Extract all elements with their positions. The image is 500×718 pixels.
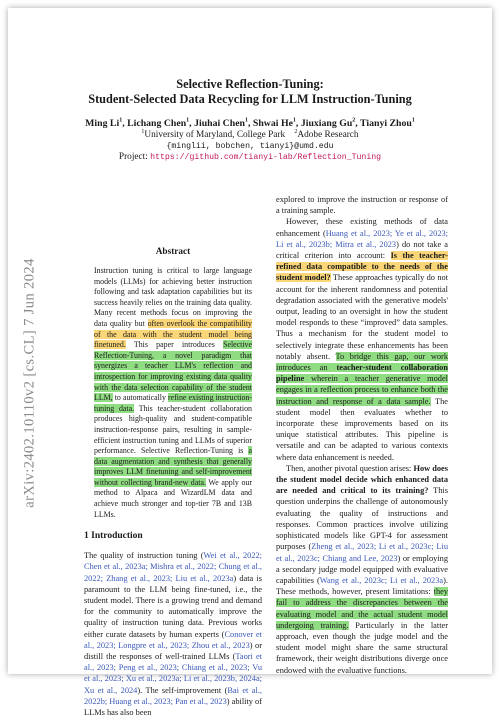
author-affiliation-mark: 1: [186, 117, 190, 124]
arxiv-side-stamp: [16, 238, 44, 528]
aff1-name: University of Maryland, College Park: [144, 130, 286, 140]
body-text: ) do not take a critical criterion into account:: [276, 239, 448, 261]
body-text: ) data is paramount to the LLM being fine-tuned, i.e., the student model. There is a growing trend and demand for the community to automatically improve the quality of instruction tuning data. Previous works either curate datasets by human experts (: [84, 573, 262, 639]
highlighted-text: they fail to address the discrepancies between the evaluating model and the actual student model undergoing training.: [276, 587, 448, 630]
body-text: The student model then evaluates whether to incorporate these improvements based on its unique statistical attributes. This pipeline is versatile and can be adapted to various contexts where data enhancement is needed.: [276, 396, 448, 462]
highlighted-text: refine existing instruction-tuning data.: [94, 393, 252, 413]
abstract-text: This paper introduces: [125, 340, 224, 350]
citation-link[interactable]: Conover et al., 2023; Longpre et al., 2023; Zhou et al., 2023: [84, 629, 262, 650]
right-paragraph-2: [276, 216, 448, 462]
author-affiliation-mark: 1: [411, 117, 415, 124]
title-line-1: Selective Reflection-Tuning:: [176, 77, 324, 91]
arxiv-identifier: arXiv:2402.10110v2 [cs.CL] 7 Jun 2024: [21, 258, 38, 508]
introduction-heading: 1 Introduction: [84, 531, 143, 542]
paper-page: [8, 8, 492, 718]
right-column: [276, 194, 448, 676]
author-name: Tianyi Zhou: [360, 118, 412, 129]
project-line: [8, 152, 492, 163]
project-label: Project:: [118, 152, 148, 162]
right-paragraph-1: explored to improve the instruction or response of a training sample.: [276, 195, 448, 216]
highlighted-text: wherein a teacher generative model engages in a reflection process to enhance both the instruction and response of a data sample.: [276, 374, 448, 406]
left-column: [84, 246, 262, 718]
body-text: Particularly in the latter approach, even though the judge model and the student model might share the same structural framework, their weight distributions diverge once endowed with the evaluative functions.: [276, 620, 448, 675]
author-separator: ,: [248, 118, 253, 129]
body-text: These approaches typically do not account for the inherent randomness and potential degradation associated with the generative models' output, leading to an oversight in how the student model responds to these “improved” data samples. Thus a mechanism for the student model to selectively integrate these enhancements has been notably absent.: [276, 273, 448, 361]
highlighted-text: Selective Reflection-Tuning, a novel paradigm that: [94, 340, 252, 360]
author-separator: ,: [355, 118, 361, 129]
author-affiliation-mark: 1: [119, 117, 123, 124]
affiliations: [8, 130, 492, 141]
abstract-text: This teacher-student collaboration produces high-quality and student-compatible instruction-response pairs, resulting in sample-efficient instruction tuning and LLMs of superior performance. Selective Reflection-Tuning is: [94, 403, 252, 456]
project-url-link[interactable]: https://github.com/tianyi-lab/Reflection_Tuning: [150, 153, 382, 162]
body-text: The quality of instruction tuning (: [84, 551, 204, 561]
abstract-body: [84, 266, 262, 520]
author-separator: ,: [122, 118, 128, 129]
abstract-text: Instruction tuning is critical to large language models (LLMs) for achieving better instruction following and task adaptation capabilities but its success heavily relies on the training data quality. Many recent methods focus on improving the data quality but: [94, 266, 252, 328]
highlighted-text: a data augmentation and synthesis that generally improves LLM finetuning and self-improvement without collecting brand-new data.: [94, 446, 252, 487]
citation-link[interactable]: Bai et al., 2022b; Huang et al., 2023; Pan et al., 2023: [84, 685, 262, 706]
citation-link[interactable]: Zheng et al., 2023; Li et al., 2023c; Liu et al., 2023c; Chiang and Lee, 2023: [276, 542, 448, 563]
body-text: However, these existing methods of data enhancement (: [276, 217, 448, 238]
body-text: ) or distill the responses of well-trained LLMs (: [84, 640, 262, 662]
body-text: Then, another pivotal question arises:: [286, 463, 414, 473]
citation-link[interactable]: Huang et al., 2023; Ye et al., 2023; Li et al., 2023b; Mitra et al., 2023: [276, 228, 448, 249]
right-paragraph-3: [276, 463, 448, 676]
highlighted-text: To bridge this gap, our work introduces an: [276, 351, 449, 373]
title-line-2: Student-Selected Data Recycling for LLM Instruction-Tuning: [88, 92, 412, 106]
author-name: Ming Li: [85, 118, 120, 129]
highlighted-bold-text: Is the teacher-refined data compatible to the needs of the student model?: [276, 251, 448, 283]
author-emails: {minglii, bobchen, tianyi}@umd.edu: [166, 142, 334, 151]
aff2-mark: 2: [294, 128, 298, 135]
author-affiliation-mark: 1: [292, 117, 296, 124]
author-name: Shwai He: [252, 118, 293, 129]
aff2-name: Adobe Research: [297, 130, 359, 140]
paper-header: [8, 77, 492, 163]
citation-link[interactable]: Taori et al., 2023; Peng et al., 2023; Chiang et al., 2023; Vu et al., 2023; Xu et al., 2023a; Li et al., 2023b, 2024a; Xu et al., 2024: [84, 652, 263, 695]
abstract-text: We apply our method to Alpaca and WizardLM data and achieve much stronger and top-tier 7B and 13B LLMs.: [94, 477, 252, 519]
citation-link[interactable]: Wei et al., 2022; Chen et al., 2023a; Mishra et al., 2022; Chung et al., 2022; Zhang et al., 2023; Liu et al., 2023a: [84, 551, 262, 583]
author-name: Lichang Chen: [127, 118, 187, 129]
abstract-text: to automatically: [112, 393, 169, 403]
introduction-paragraph: [84, 550, 262, 718]
author-affiliation-mark: 2: [352, 117, 356, 124]
body-text: ) or employing a secondary judge model equipped with evaluative capabilities (: [276, 553, 448, 585]
body-text: ). These methods, however, present limitations:: [276, 575, 448, 597]
body-text: ). The self-improvement (: [137, 685, 228, 695]
author-separator: ,: [295, 118, 301, 129]
author-name: Jiuxiang Gu: [300, 118, 353, 129]
aff1-mark: 1: [141, 128, 145, 135]
abstract-heading: Abstract: [155, 247, 191, 257]
body-text: This question underpins the challenge of autonomously evaluating the quality of instructions and responses. Common practices involve utilizing sophisticated models like GPT-4 for assessment purposes (: [276, 486, 448, 552]
author-name: Jiuhai Chen: [194, 118, 245, 129]
citation-link[interactable]: Wang et al., 2023c; Li et al., 2023a: [319, 575, 444, 585]
highlighted-text: often overlook the compatibility of the data with the student model being finetuned.: [94, 318, 252, 350]
author-separator: ,: [189, 118, 195, 129]
highlighted-text: synergizes a teacher LLM's reflection and introspection for improving existing data quality with the data selection capability of the student LLM,: [94, 361, 252, 403]
highlighted-bold-text: teacher-student collaboration pipeline: [276, 363, 448, 384]
author-affiliation-mark: 1: [245, 117, 248, 124]
bold-question: How does the student model decide which enhanced data are needed and critical to its training?: [276, 463, 448, 496]
paper-title: [8, 77, 492, 107]
body-text: ) ability of LLMs has also been: [84, 696, 262, 718]
author-list: [8, 118, 492, 130]
